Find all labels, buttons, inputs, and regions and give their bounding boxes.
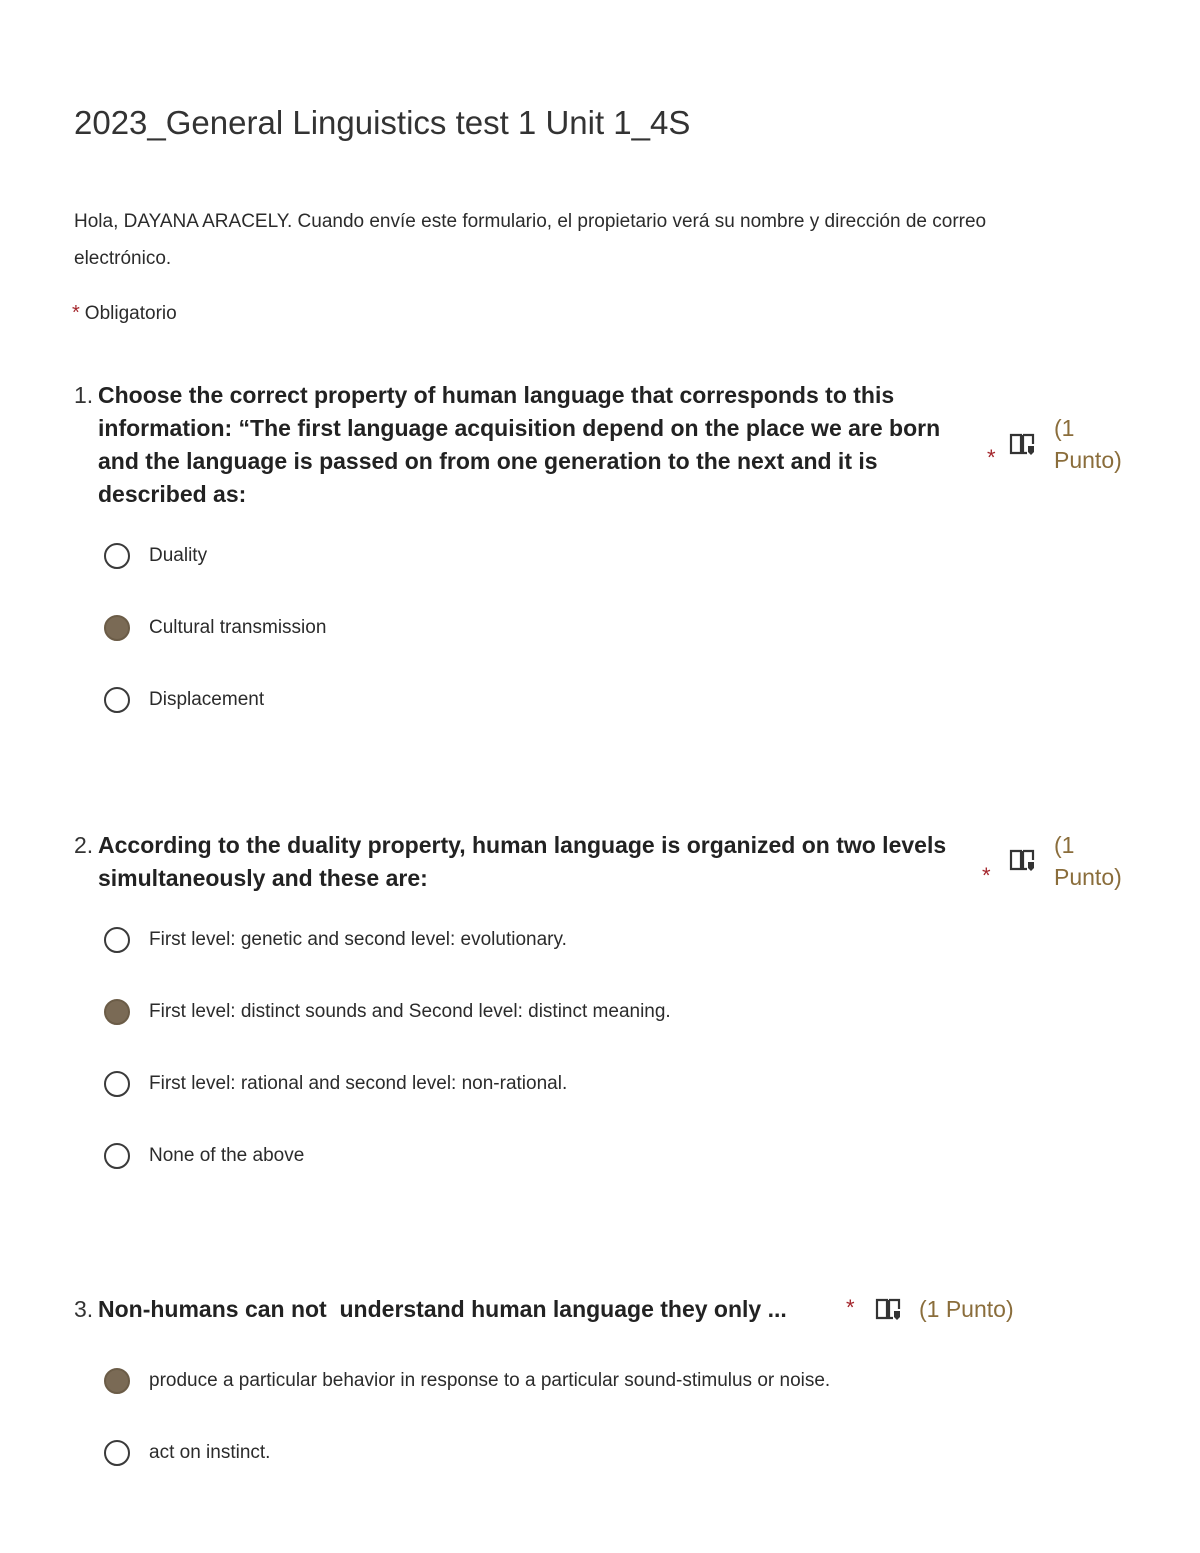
question-number: 3. — [74, 1296, 94, 1322]
required-asterisk: * — [846, 1295, 855, 1320]
greeting-text: Hola, DAYANA ARACELY. Cuando envíe este formulario, el propietario verá su nombre y dirección de correo electrónico. — [74, 211, 987, 269]
immersive-reader-icon[interactable] — [1009, 847, 1037, 875]
option-label: First level: rational and second level: non-rational. — [149, 1073, 568, 1094]
option-genetic-evolutionary[interactable] — [104, 923, 567, 957]
option-act-on-instinct[interactable] — [104, 1436, 270, 1470]
radio-button-selected[interactable] — [104, 615, 130, 641]
question-points: (1 Punto) — [1054, 415, 1122, 473]
radio-button[interactable] — [104, 1440, 130, 1466]
radio-button[interactable] — [104, 927, 130, 953]
radio-button[interactable] — [104, 687, 130, 713]
option-none-of-the-above[interactable] — [104, 1139, 304, 1173]
question-text: Non-humans can not understand human language they only ... — [98, 1296, 787, 1322]
option-label: produce a particular behavior in response to a particular sound-stimulus or noise. — [149, 1370, 831, 1391]
option-label: First level: genetic and second level: evolutionary. — [149, 929, 567, 950]
option-label: Cultural transmission — [149, 617, 327, 638]
option-displacement[interactable] — [104, 683, 264, 717]
immersive-reader-icon[interactable] — [1009, 431, 1037, 459]
required-label: Obligatorio — [84, 303, 177, 324]
question-number: 2. — [74, 832, 94, 858]
form-title: 2023_General Linguistics test 1 Unit 1_4S — [74, 104, 691, 141]
option-label: First level: distinct sounds and Second level: distinct meaning. — [149, 1001, 671, 1022]
question-points: (1 Punto) — [1054, 832, 1122, 890]
radio-button-selected[interactable] — [104, 1368, 130, 1394]
option-label: Duality — [149, 545, 208, 566]
question-text: According to the duality property, human language is organized on two levels simultaneously and these are: — [98, 832, 947, 891]
radio-button[interactable] — [104, 543, 130, 569]
option-sounds-meaning[interactable] — [104, 995, 671, 1029]
option-cultural-transmission[interactable] — [104, 611, 326, 645]
question-points: (1 Punto) — [919, 1296, 1014, 1322]
option-label: Displacement — [149, 689, 265, 710]
radio-button-selected[interactable] — [104, 999, 130, 1025]
option-label: act on instinct. — [149, 1442, 271, 1463]
radio-button[interactable] — [104, 1071, 130, 1097]
required-asterisk: * — [987, 445, 996, 470]
required-note — [72, 302, 177, 325]
required-asterisk: * — [982, 863, 991, 888]
required-asterisk: * — [72, 302, 80, 324]
option-rational-nonrational[interactable] — [104, 1067, 567, 1101]
radio-button[interactable] — [104, 1143, 130, 1169]
immersive-reader-icon[interactable] — [875, 1296, 903, 1324]
option-label: None of the above — [149, 1145, 305, 1166]
option-duality[interactable] — [104, 539, 207, 573]
option-particular-behavior[interactable] — [104, 1364, 830, 1398]
question-number: 1. — [74, 382, 94, 408]
question-text: Choose the correct property of human language that corresponds to this information: “The first language acquisition depend on the place we are born and the language is passed on from one generation to the next and it is described as: — [98, 382, 941, 507]
